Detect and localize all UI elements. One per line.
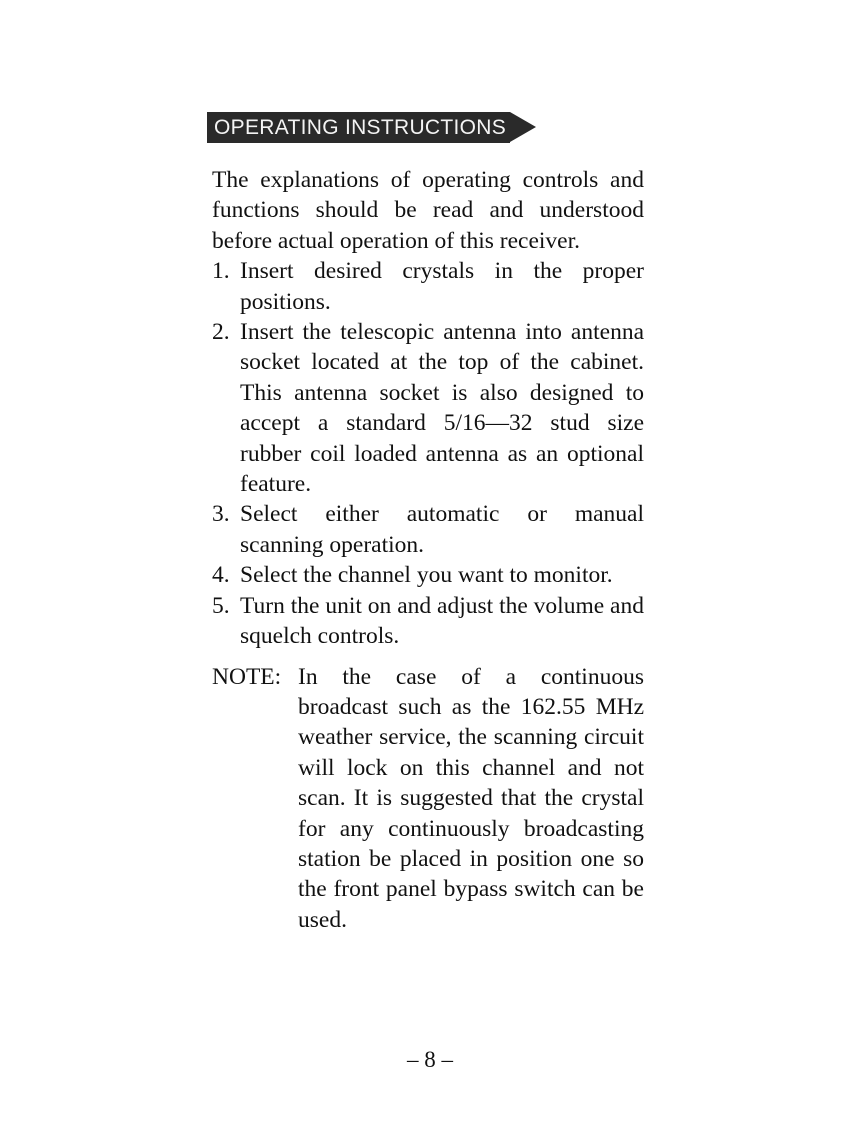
step-item: [212, 591, 644, 652]
page-number-text: – 8 –: [407, 1047, 453, 1072]
step-number: 4.: [212, 562, 230, 589]
step-number: 2.: [212, 319, 230, 346]
note-text: In the case of a continuous broadcast such as the 162.55 MHz weather service, the scanning circuit will lock on this channel and not scan. It is suggested that the crystal for any continuously broadcasting station be placed in position one so the front panel bypass switch can be used.: [298, 663, 644, 933]
step-number: 1.: [212, 258, 230, 285]
step-item: [212, 317, 644, 499]
step-number: 3.: [212, 501, 230, 528]
step-item: [212, 560, 644, 590]
note-block: [212, 662, 644, 936]
section-banner: [207, 112, 536, 143]
step-text: Select the channel you want to monitor.: [240, 562, 613, 589]
banner-arrow-icon: [510, 112, 536, 142]
step-item: [212, 256, 644, 317]
note-label: NOTE:: [212, 663, 282, 690]
step-number: 5.: [212, 592, 230, 619]
step-item: [212, 499, 644, 560]
step-text: Insert the telescopic antenna into antenna socket located at the top of the cabinet. This antenna socket is also designed to accept a standard 5/16—32 stud size rubber coil loaded antenna as an optional feature.: [240, 319, 644, 498]
step-text: Turn the unit on and adjust the volume and squelch controls.: [240, 592, 644, 650]
intro-paragraph: The explanations of operating controls and functions should be read and understood before actual operation of this receiver.: [212, 167, 644, 254]
steps-list: [212, 256, 644, 651]
section-title: OPERATING INSTRUCTIONS: [207, 112, 510, 143]
page-number: [0, 1045, 866, 1075]
instructions-body: [212, 165, 644, 935]
step-text: Insert desired crystals in the proper positions.: [240, 258, 644, 315]
step-text: Select either automatic or manual scanning operation.: [240, 501, 644, 558]
